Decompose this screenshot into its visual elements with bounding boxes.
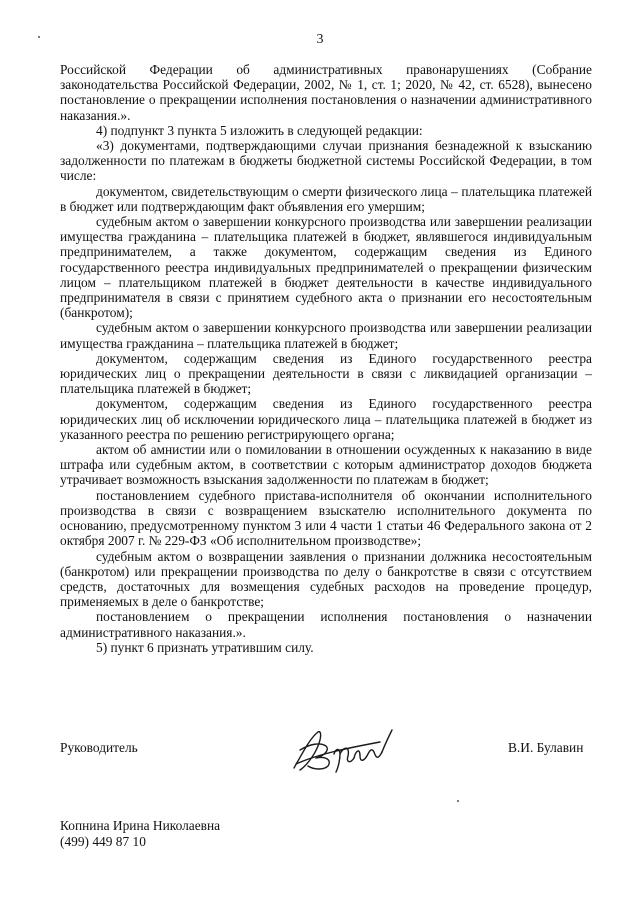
paragraph-item-3-intro: «3) документами, подтверждающими случаи признания безнадежной к взысканию задолженности по платежам в бюджеты бюджетной системы Российской Федерации, в том числе:	[60, 138, 592, 184]
paragraph-bankruptcy-return: судебным актом о возвращении заявления о признании должника несостоятельным (банкротом) или прекращении производства по делу о банкротстве в связи с отсутствием средств, достаточных для возмещения судебных расходов на проведение процедур, применяемых в деле о банкротстве;	[60, 548, 592, 610]
paragraph-amendment-5: 5) пункт 6 признать утратившим силу.	[96, 639, 314, 655]
paragraph-termination: постановлением о прекращении исполнения постановления о назначении административного наказания.».	[60, 609, 592, 640]
paragraph-bankruptcy-citizen: судебным актом о завершении конкурсного производства или завершении реализации имущества гражданина – плательщика платежей в бюджет;	[60, 320, 592, 351]
paragraph-bankruptcy-entrepreneur: судебным актом о завершении конкурсного производства или завершении реализации имущества гражданина – плательщика платежей в бюджет, являвшегося индивидуальным предпринимателем, а также документом, содержащим сведения из Единого государственного реестра индивидуальных предпринимателей о прекращении физическим лицом – плательщиком платежей в бюджет деятельности в качестве индивидуального предпринимателя в связи с принятием судебного акта о признании его несостоятельным (банкротом);	[60, 214, 592, 321]
contact-phone: (499) 449 87 10	[60, 833, 146, 849]
paragraph-continuation: Российской Федерации об административных правонарушениях (Собрание законодательства Российской Федерации, 2002, № 1, ст. 1; 2020, № 42, ст. 6528), вынесено постановление о прекращении исполнения постановления о назначении административного наказания.».	[60, 62, 592, 123]
signatory-name: В.И. Булавин	[508, 740, 584, 755]
scan-speck	[457, 800, 459, 802]
paragraph-death-document: документом, свидетельствующим о смерти физического лица – плательщика платежей в бюджет или подтверждающим факт объявления его умершим;	[60, 183, 592, 214]
paragraph-liquidation: документом, содержащим сведения из Единого государственного реестра юридических лиц о прекращении деятельности в связи с ликвидацией организации – плательщика платежей в бюджет;	[60, 350, 592, 397]
contact-name: Копнина Ирина Николаевна	[60, 818, 221, 833]
paragraph-bailiff: постановлением судебного пристава-исполнителя об окончании исполнительного производства в связи с возвращением взыскателю исполнительного документа по основанию, предусмотренному пунктом 3 или 4 части 1 статьи 46 Федерального закона от 2 октября 2007 г. № 229-ФЗ «Об исполнительном производстве»;	[60, 487, 592, 549]
page-number: 3	[316, 32, 324, 47]
document-body	[60, 62, 592, 655]
signatory-position: Руководитель	[60, 740, 138, 755]
paragraph-amnesty: актом об амнистии или о помиловании в отношении осужденных к наказанию в виде штрафа или судебным актом, в соответствии с которым администратор доходов бюджета утрачивает возможность взыскания задолженности по платежам в бюджет;	[60, 442, 592, 488]
contact-block	[60, 818, 220, 849]
paragraph-exclusion: документом, содержащим сведения из Единого государственного реестра юридических лиц об исключении юридического лица – плательщика платежей в бюджет из указанного реестра по решению регистрирующего органа;	[60, 396, 592, 442]
handwritten-signature	[288, 724, 396, 776]
paragraph-amendment-4: 4) подпункт 3 пункта 5 изложить в следующей редакции:	[96, 122, 423, 138]
